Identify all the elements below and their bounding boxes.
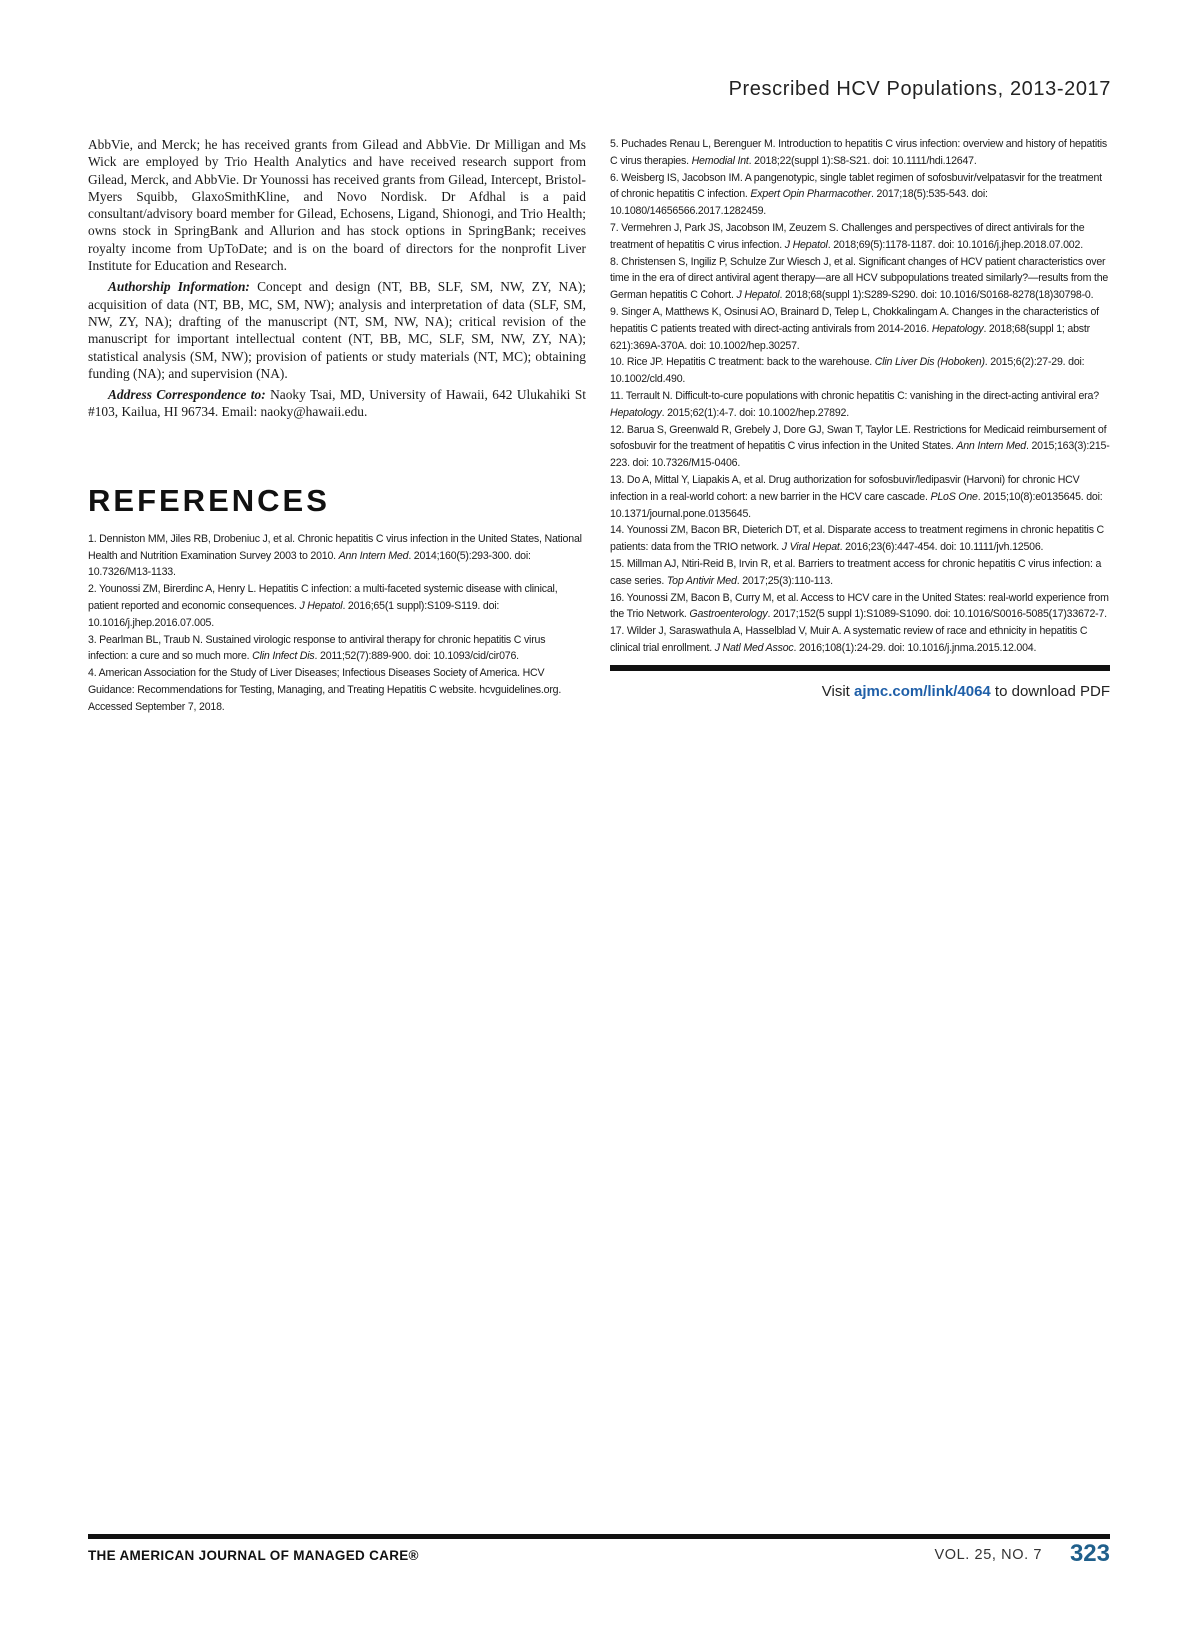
reference-text: 9. Singer A, Matthews K, Osinusi AO, Brainard D, Telep L, Chokkalingam A. Changes in the characteristics of hepatitis C patients treated with direct-acting antivirals from 2014-2016. [610,305,1099,335]
reference-text: 16. Younossi ZM, Bacon B, Curry M, et al. Access to HCV care in the United States: real-world experience from the Trio Network. [610,591,1109,621]
reference-list-left [88,531,586,716]
authorship-text: Concept and design (NT, BB, SLF, SM, NW, ZY, NA); acquisition of data (NT, BB, MC, SM, NW); analysis and interpretation of data (SLF, SM, NW, ZY, NA); drafting of the manuscript (NT, SM, NW, NA); critical revision of the manuscript for important intellectual content (NT, BB, MC, SLF, SM, NW, ZY, NA); statistical analysis (SM, NW); provision of patients or study materials (NT, MC); obtaining funding (NA); and supervision (NA). [88,279,586,381]
reference-citation: . 2011;52(7):889-900. doi: 10.1093/cid/cir076. [314,650,519,663]
reference-item [610,388,1110,422]
reference-text: 6. Weisberg IS, Jacobson IM. A pangenotypic, single tablet regimen of sofosbuvir/velpatasvir for the treatment of chronic hepatitis C infection. [610,171,1102,201]
reference-item [610,522,1110,556]
reference-item [88,581,586,631]
reference-citation: . 2016;108(1):24-29. doi: 10.1016/j.jnma.2015.12.004. [793,641,1037,654]
reference-text: 10. Rice JP. Hepatitis C treatment: back to the warehouse. [610,356,875,369]
address-text: Naoky Tsai, MD, University of Hawaii, 642 Ulukahiki St #103, Kailua, HI 96734. Email: naoky@hawaii.edu. [88,387,586,420]
disclosure-paragraph: AbbVie, and Merck; he has received grants from Gilead and AbbVie. Dr Milligan and Ms Wick are employed by Trio Health Analytics and have received research support from Gilead, Merck, and AbbVie. Dr Younossi has received grants from Gilead, Intercept, Bristol-Myers Squibb, GlaxoSmithKline, and Novo Nordisk. Dr Afdhal is a paid consultant/advisory board member for Gilead, Echosens, Ligand, Shionogi, and Trio Health; owns stock in SpringBank and Allurion and has stock options in SpringBank; receives royalty income from UpToDate; and is on the board of directors for the nonprofit Liver Institute for Education and Research. [88,137,586,274]
reference-citation: . 2015;163(3):215-223. doi: 10.7326/M15-0406. [610,440,1110,470]
reference-item [610,623,1110,657]
reference-item [610,556,1110,590]
reference-citation: . 2017;25(3):110-113. [736,574,833,587]
reference-citation: . 2015;10(8):e0135645. doi: 10.1371/journal.pone.0135645. [610,490,1103,520]
address-paragraph [88,386,586,421]
authorship-label: Authorship Information: [108,279,250,295]
references-heading: REFERENCES [88,482,330,518]
reference-item [610,354,1110,388]
reference-citation: . 2014;160(5):293-300. doi: 10.7326/M13-1133. [88,549,531,579]
reference-list-right [610,136,1110,657]
reference-citation: . 2018;69(5):1178-1187. doi: 10.1016/j.jhep.2018.07.002. [827,238,1083,251]
reference-journal: Clin Infect Dis [252,650,315,663]
running-head: Prescribed HCV Populations, 2013-2017 [728,78,1111,100]
reference-journal: J Natl Med Assoc [714,641,794,654]
reference-text: 2. Younossi ZM, Birerdinc A, Henry L. Hepatitis C infection: a multi-faceted systemic disease with clinical, patient reported and economic consequences. [88,583,558,612]
reference-text: 7. Vermehren J, Park JS, Jacobson IM, Zeuzem S. Challenges and perspectives of direct antivirals for the treatment of hepatitis C virus infection. [610,221,1085,251]
reference-journal: Gastroenterology [689,608,768,621]
reference-journal: J Hepatol [299,599,343,612]
reference-text: 12. Barua S, Greenwald R, Grebely J, Dore GJ, Swan T, Taylor LE. Restrictions for Medicaid reimbursement of sofosbuvir for the treatment of hepatitis C virus infection in the United States. [610,423,1107,453]
page-number: 323 [1069,1540,1110,1567]
authorship-paragraph [88,278,586,382]
footer-volume: VOL. 25, NO. 7 [934,1547,1042,1563]
reference-item [610,254,1110,304]
reference-item [610,472,1110,522]
download-link[interactable]: ajmc.com/link/4064 [854,682,991,700]
reference-text: 17. Wilder J, Saraswathula A, Hasselblad V, Muir A. A systematic review of race and ethnicity in hepatitis C clinical trial enrollment. [610,625,1088,654]
reference-journal: Hemodial Int [691,154,749,167]
footer-journal-name: THE AMERICAN JOURNAL OF MANAGED CARE® [88,1548,419,1563]
reference-text: 14. Younossi ZM, Bacon BR, Dieterich DT, et al. Disparate access to treatment regimens in chronic hepatitis C patients: data from the TRIO network. [610,524,1104,554]
reference-item [88,665,586,715]
reference-citation: . 2017;152(5 suppl 1):S1089-S1090. doi: 10.1016/S0016-5085(17)33672-7. [767,608,1107,621]
reference-citation: . 2016;23(6):447-454. doi: 10.1111/jvh.12506. [839,541,1044,554]
download-line [610,683,1110,700]
reference-journal: Ann Intern Med [338,549,409,562]
reference-citation: . 2018;68(suppl 1):S289-S290. doi: 10.1016/S0168-8278(18)30798-0. [779,289,1094,302]
reference-journal: PLoS One [930,490,978,503]
reference-journal: Clin Liver Dis (Hoboken) [874,356,985,369]
reference-journal: Hepatology [610,406,662,419]
reference-item [610,590,1110,624]
footer-rule [88,1534,1110,1539]
reference-text: 13. Do A, Mittal Y, Liapakis A, et al. Drug authorization for sofosbuvir/ledipasvir (Harvoni) for chronic HCV infection in a real-world cohort: a new barrier in the HCV care cascade. [610,473,1080,503]
reference-text: 11. Terrault N. Difficult-to-cure populations with chronic hepatitis C: vanishing in the direct-acting antiviral era? [610,389,1099,402]
address-label: Address Correspondence to: [108,387,266,403]
reference-item [610,422,1110,472]
reference-journal: J Hepatol [784,238,828,251]
reference-text: 8. Christensen S, Ingiliz P, Schulze Zur Wiesch J, et al. Significant changes of HCV patient characteristics over time in the era of direct antiviral agent therapy—are all HCV subpopulations treated similarly?—results from the German hepatitis C Cohort. [610,255,1109,302]
reference-citation: . 2016;65(1 suppl):S109-S119. doi: 10.1016/j.jhep.2016.07.005. [88,599,500,629]
visit-prefix: Visit [821,682,855,700]
visit-suffix: to download PDF [990,682,1110,700]
reference-text: 4. American Association for the Study of Liver Diseases; Infectious Diseases Society of America. HCV Guidance: Recommendations for Testing, Managing, and Treating Hepatitis C website. hcvguidelines.org. Accessed September 7, 2018. [88,667,562,713]
reference-text: 5. Puchades Renau L, Berenguer M. Introduction to hepatitis C virus infection: overview and history of hepatitis C virus therapies. [610,138,1107,167]
reference-journal: J Hepatol [736,289,780,302]
reference-item [88,531,586,581]
reference-journal: Expert Opin Pharmacother [750,188,872,201]
reference-item [610,136,1110,170]
reference-journal: Ann Intern Med [956,440,1026,453]
reference-citation: . 2015;62(1):4-7. doi: 10.1002/hep.27892. [661,406,849,419]
reference-citation: . 2017;18(5):535-543. doi: 10.1080/14656566.2017.1282459. [610,188,988,218]
left-column [88,136,586,716]
reference-citation: . 2015;6(2):27-29. doi: 10.1002/cld.490. [610,356,1085,386]
reference-journal: Hepatology [931,322,984,335]
reference-journal: J Viral Hepat [781,541,840,554]
reference-item [610,220,1110,254]
reference-item [610,170,1110,220]
reference-journal: Top Antivir Med [666,574,737,587]
reference-text: 3. Pearlman BL, Traub N. Sustained virologic response to antiviral therapy for chronic hepatitis C virus infection: a cure and so much more. [88,633,546,663]
right-column [610,136,1110,700]
reference-item [88,632,586,666]
reference-item [610,304,1110,354]
reference-citation: . 2018;68(suppl 1; abstr 621):369A-370A. doi: 10.1002/hep.30257. [610,322,1090,352]
reference-text: 1. Denniston MM, Jiles RB, Drobeniuc J, et al. Chronic hepatitis C virus infection in the United States, National Health and Nutrition Examination Survey 2003 to 2010. [88,532,582,562]
column-end-rule [610,665,1110,671]
reference-citation: . 2018;22(suppl 1):S8-S21. doi: 10.1111/hdi.12647. [748,154,977,167]
reference-text: 15. Millman AJ, Ntiri-Reid B, Irvin R, et al. Barriers to treatment access for chronic hepatitis C virus infection: a case series. [610,557,1102,587]
